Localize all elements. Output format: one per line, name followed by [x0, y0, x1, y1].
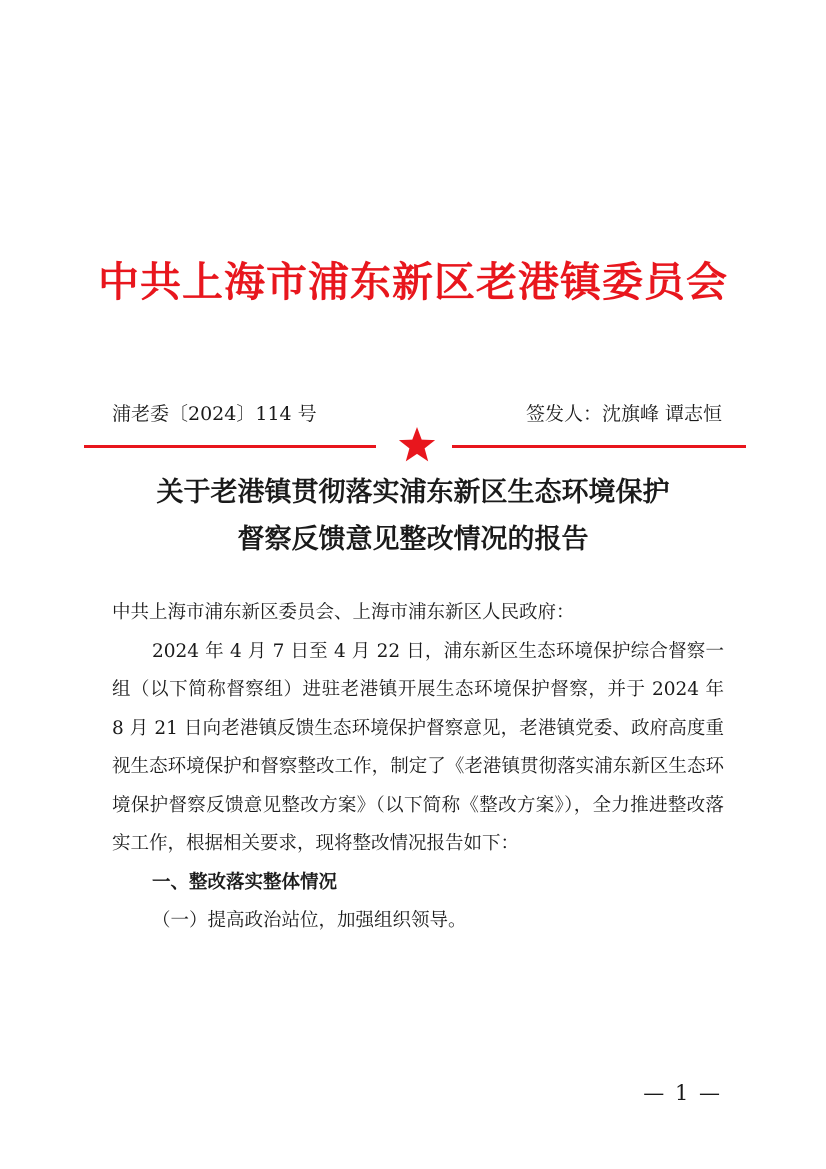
- signer: 签发人：沈旗峰 谭志恒: [525, 403, 722, 425]
- report-title-line-2: 督察反馈意见整改情况的报告: [237, 524, 589, 555]
- page-number: — 1 —: [643, 1081, 722, 1105]
- section-heading: 一、整改落实整体情况: [152, 871, 338, 893]
- document-number: 浦老委〔2024〕114 号: [112, 403, 317, 425]
- red-rule-right: [452, 445, 746, 448]
- recipient-line: 中共上海市浦东新区委员会、上海市浦东新区人民政府：: [112, 602, 575, 623]
- red-rule-left: [84, 445, 376, 448]
- masthead-title: 中共上海市浦东新区老港镇委员会: [98, 258, 728, 306]
- star-icon: [397, 425, 437, 465]
- report-body: [112, 594, 724, 941]
- subsection-heading: （一）提高政治站位，加强组织领导。: [152, 910, 467, 931]
- report-title-line-1: 关于老港镇贯彻落实浦东新区生态环境保护: [156, 477, 670, 508]
- opening-paragraph: 2024 年 4 月 7 日至 4 月 22 日，浦东新区生态环境保护综合督察一组（以下简称督察组）进驻老港镇开展生态环境保护督察，并于 2024 年 8 月 21 日向老港镇反馈生态环境保护督察意见，老港镇党委、政府高度重视生态环境保护和督察整改工作，制定了《老港镇贯彻落实浦东新区生态环境保护督察反馈意见整改方案》（以下简称《整改方案》），全力推进整改落实工作，根据相关要求，现将整改情况报告如下：: [112, 640, 724, 854]
